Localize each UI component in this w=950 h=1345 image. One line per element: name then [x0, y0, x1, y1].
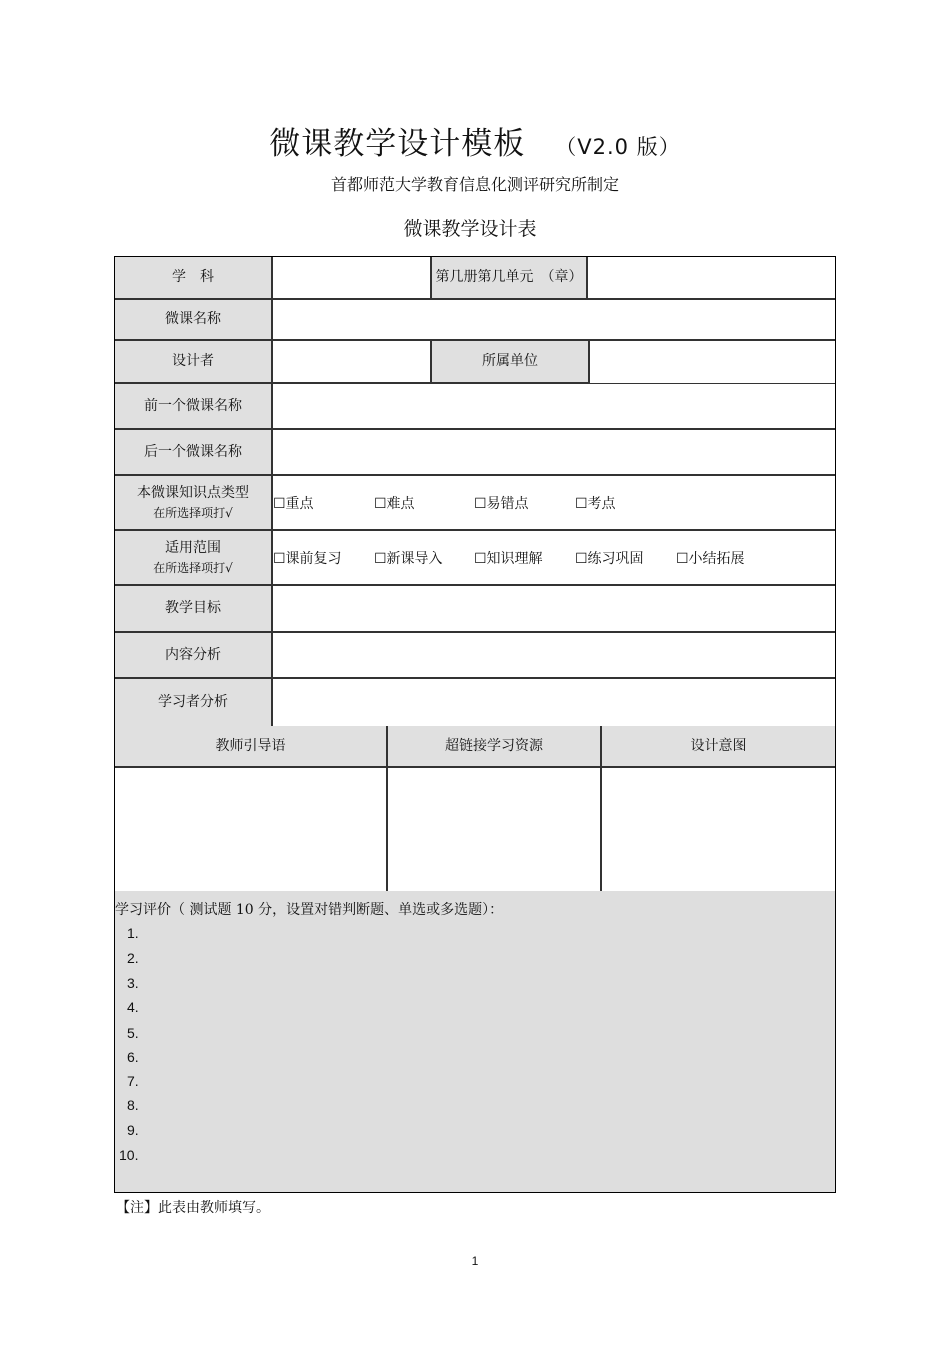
option-new-lesson-intro[interactable]: ☐新课导入	[374, 550, 443, 567]
option-difficult-point[interactable]: ☐难点	[374, 495, 415, 512]
next-name-field[interactable]	[273, 430, 835, 476]
designer-field[interactable]	[273, 341, 430, 384]
evaluation-item[interactable]: 10.	[119, 1147, 139, 1163]
prev-name-field[interactable]	[273, 384, 835, 430]
subject-label: 学 科	[115, 257, 273, 300]
evaluation-item[interactable]: 2.	[127, 950, 139, 966]
teacher-guide-field[interactable]	[115, 768, 388, 891]
page-title: 微课教学设计模板 （V2.0 版）	[269, 126, 681, 162]
scope-hint: 在所选择项打√	[153, 561, 233, 575]
objective-field[interactable]	[273, 586, 835, 633]
footer-note: 【注】此表由教师填写。	[116, 1200, 270, 1216]
evaluation-item[interactable]: 7.	[127, 1073, 139, 1089]
table-name: 微课教学设计表	[403, 218, 537, 240]
option-summary[interactable]: ☐小结拓展	[676, 550, 745, 567]
knowledge-options	[273, 476, 835, 531]
col-design-intent: 设计意图	[602, 726, 835, 768]
affiliation-field[interactable]	[588, 341, 835, 384]
evaluation-item[interactable]: 9.	[127, 1122, 139, 1138]
objective-label: 教学目标	[115, 586, 273, 633]
volume-unit-field[interactable]	[588, 257, 835, 300]
design-intent-field[interactable]	[602, 768, 835, 891]
knowledge-hint: 在所选择项打√	[153, 506, 233, 520]
evaluation-title: 学习评价（ 测试题 10 分，设置对错判断题、单选或多选题）：	[115, 902, 504, 918]
learner-analysis-field[interactable]	[273, 679, 835, 726]
micro-name-label: 微课名称	[115, 300, 273, 341]
option-practice[interactable]: ☐练习巩固	[575, 550, 644, 567]
affiliation-label: 所属单位	[430, 341, 588, 384]
micro-name-field[interactable]	[273, 300, 835, 341]
version-label: （V2.0 版）	[555, 135, 681, 159]
evaluation-item[interactable]: 8.	[127, 1097, 139, 1113]
content-analysis-label: 内容分析	[115, 633, 273, 679]
learning-evaluation	[115, 891, 835, 1192]
hyperlink-resources-field[interactable]	[388, 768, 602, 891]
design-form	[114, 256, 836, 1193]
option-key-point[interactable]: ☐重点	[273, 495, 314, 512]
evaluation-item[interactable]: 1.	[127, 925, 139, 941]
option-understanding[interactable]: ☐知识理解	[474, 550, 543, 567]
scope-options	[273, 531, 835, 586]
page-subtitle: 首都师范大学教育信息化测评研究所制定	[330, 175, 619, 194]
page-number: 1	[471, 1254, 479, 1268]
content-analysis-field[interactable]	[273, 633, 835, 679]
option-pre-class-review[interactable]: ☐课前复习	[273, 550, 342, 567]
knowledge-type-label: 本微课知识点类型 在所选择项打√	[115, 476, 273, 531]
col-teacher-guide: 教师引导语	[115, 726, 388, 768]
evaluation-item[interactable]: 3.	[127, 975, 139, 991]
col-hyperlink-resources: 超链接学习资源	[388, 726, 602, 768]
prev-name-label: 前一个微课名称	[115, 384, 273, 430]
subject-field[interactable]	[273, 257, 430, 300]
evaluation-item[interactable]: 5.	[127, 1025, 139, 1041]
volume-unit-label: 第几册第几单元 （章）	[430, 257, 588, 300]
evaluation-item[interactable]: 4.	[127, 999, 139, 1015]
option-error-prone-point[interactable]: ☐易错点	[474, 495, 529, 512]
scope-label: 适用范围 在所选择项打√	[115, 531, 273, 586]
designer-label: 设计者	[115, 341, 273, 384]
learner-analysis-label: 学习者分析	[115, 679, 273, 726]
evaluation-item[interactable]: 6.	[127, 1049, 139, 1065]
option-exam-point[interactable]: ☐考点	[575, 495, 616, 512]
next-name-label: 后一个微课名称	[115, 430, 273, 476]
